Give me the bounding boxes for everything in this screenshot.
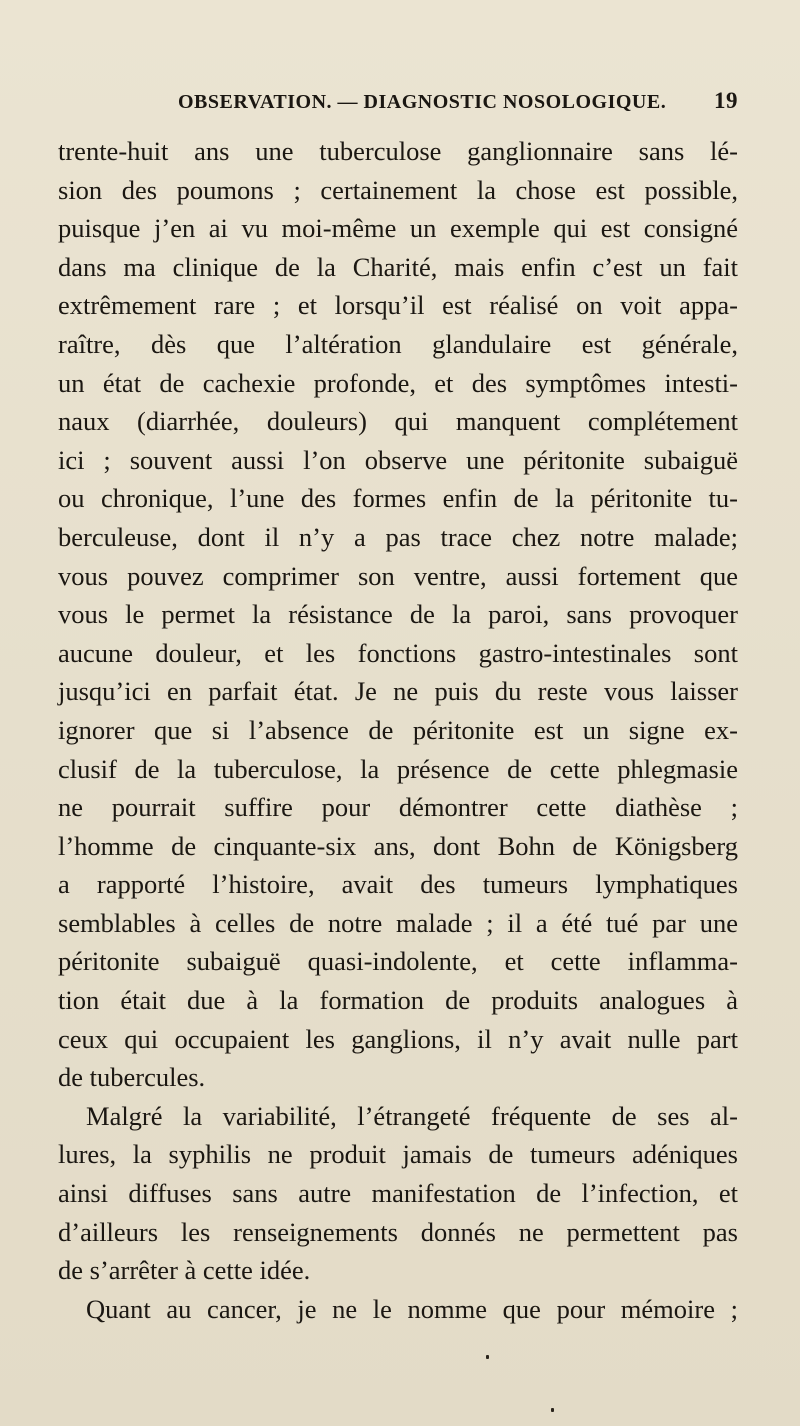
text-line: l’homme de cinquante-six ans, dont Bohn de Königsberg — [58, 830, 738, 861]
text-line: clusif de la tuberculose, la présence de cette phlegmasie — [58, 753, 738, 784]
text-line: berculeuse, dont il n’y a pas trace chez notre malade; — [58, 521, 738, 552]
text-line: extrêmement rare ; et lorsqu’il est réalisé on voit appa- — [58, 290, 738, 321]
text-line: lures, la syphilis ne produit jamais de tumeurs adéniques — [58, 1139, 738, 1170]
text-line: Quant au cancer, je ne le nomme que pour mémoire ; — [86, 1293, 738, 1324]
text-line: trente-huit ans une tuberculose ganglionnaire sans lé- — [58, 136, 738, 166]
text-line: dans ma clinique de la Charité, mais enfin c’est un fait — [58, 251, 738, 282]
text-line: sion des poumons ; certainement la chose est possible, — [58, 174, 738, 205]
running-head-title: OBSERVATION. — DIAGNOSTIC NOSOLOGIQUE. — [178, 91, 667, 113]
ink-speck — [486, 1355, 489, 1359]
text-line: ou chronique, l’une des formes enfin de la péritonite tu- — [58, 483, 738, 514]
text-line: semblables à celles de notre malade ; il a été tué par une — [58, 907, 738, 938]
text-line: péritonite subaiguë quasi-indolente, et cette inflamma- — [58, 946, 738, 977]
text-line: ignorer que si l’absence de péritonite est un signe ex- — [58, 714, 738, 745]
text-line: raître, dès que l’altération glandulaire est générale, — [58, 328, 738, 359]
text-line: vous pouvez comprimer son ventre, aussi fortement que — [58, 560, 738, 591]
text-line: ainsi diffuses sans autre manifestation de l’infection, et — [58, 1178, 738, 1209]
text-line: de s’arrêter à cette idée. — [58, 1255, 311, 1286]
text-line: jusqu’ici en parfait état. Je ne puis du reste vous laisser — [58, 676, 738, 707]
text-line: de tubercules. — [58, 1062, 206, 1093]
ink-speck — [551, 1408, 554, 1412]
text-line: tion était due à la formation de produits analogues à — [58, 985, 738, 1016]
text-line: aucune douleur, et les fonctions gastro-intestinales sont — [58, 637, 738, 668]
running-head — [58, 88, 738, 132]
text-line: vous le permet la résistance de la paroi, sans provoquer — [58, 599, 738, 630]
page-number: 19 — [714, 88, 738, 113]
text-line: d’ailleurs les renseignements donnés ne permettent pas — [58, 1216, 738, 1247]
text-line: ici ; souvent aussi l’on observe une péritonite subaiguë — [58, 444, 738, 475]
text-line: puisque j’en ai vu moi-même un exemple qui est consigné — [58, 213, 738, 244]
text-line: un état de cachexie profonde, et des symptômes intesti- — [58, 367, 738, 398]
text-line: a rapporté l’histoire, avait des tumeurs lymphatiques — [58, 869, 738, 900]
page-text — [58, 88, 738, 1328]
text-line: Malgré la variabilité, l’étrangeté fréquente de ses al- — [86, 1100, 738, 1131]
text-line: ne pourrait suffire pour démontrer cette diathèse ; — [58, 792, 738, 823]
text-line: naux (diarrhée, douleurs) qui manquent complétement — [58, 406, 738, 437]
text-line: ceux qui occupaient les ganglions, il n’y avait nulle part — [58, 1023, 738, 1054]
